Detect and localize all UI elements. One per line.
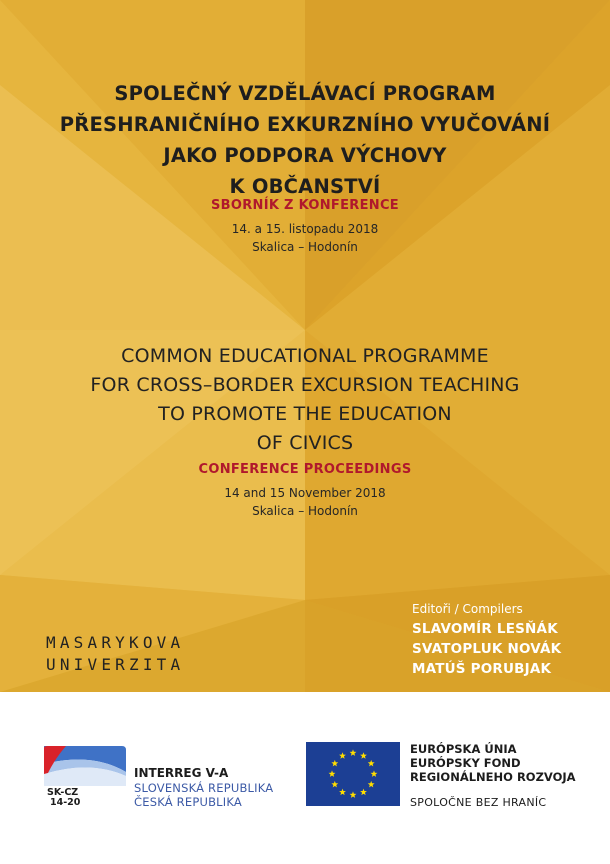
czech-date-place	[0, 220, 610, 256]
eu-line-1: EURÓPSKA ÚNIA	[410, 742, 517, 756]
eu-line-3: REGIONÁLNEHO ROZVOJA	[410, 770, 576, 784]
english-date-place	[0, 484, 610, 520]
editor-name-2: SVATOPLUK NOVÁK	[412, 641, 562, 657]
english-title-line-4: OF CIVICS	[256, 432, 354, 454]
english-subtitle: CONFERENCE PROCEEDINGS	[198, 462, 412, 477]
university-name-line-2: UNIVERZITA	[46, 655, 185, 674]
interreg-logo-icon	[42, 742, 128, 808]
czech-title-line-4: K OBČANSTVÍ	[229, 175, 381, 198]
eu-text	[410, 742, 576, 809]
czech-date: 14. a 15. listopadu 2018	[231, 222, 379, 236]
czech-title-line-2: PŘESHRANIČNÍHO EXKURZNÍHO VYUČOVÁNÍ	[59, 113, 551, 136]
czech-place: Skalica – Hodonín	[252, 240, 358, 254]
editors-label: Editoři / Compilers	[412, 602, 523, 616]
editor-name-1: SLAVOMÍR LESŇÁK	[412, 621, 558, 637]
czech-title-line-1: SPOLEČNÝ VZDĚLÁVACÍ PROGRAM	[114, 82, 496, 105]
english-title-line-3: TO PROMOTE THE EDUCATION	[158, 403, 452, 425]
university-name-line-1: MASARYKOVA	[46, 633, 185, 652]
interreg-text	[134, 766, 273, 809]
eu-slogan: SPOLOČNE BEZ HRANÍC	[410, 796, 547, 809]
interreg-logo-period: 14-20	[50, 797, 81, 808]
english-title-line-2: FOR CROSS–BORDER EXCURSION TEACHING	[90, 374, 520, 396]
czech-subtitle: SBORNÍK Z KONFERENCE	[211, 198, 399, 213]
editor-name-3: MATÚŠ PORUBJAK	[412, 661, 552, 677]
university-logo	[46, 632, 184, 676]
interreg-name: INTERREG V-A	[134, 766, 229, 780]
editors-block	[412, 602, 602, 679]
interreg-country-2: ČESKÁ REPUBLIKA	[134, 795, 242, 809]
eu-flag-icon	[306, 742, 400, 806]
interreg-country-1: SLOVENSKÁ REPUBLIKA	[134, 781, 274, 795]
english-date: 14 and 15 November 2018	[224, 486, 386, 500]
english-title	[0, 342, 610, 458]
czech-title-line-3: JAKO PODPORA VÝCHOVY	[163, 144, 447, 167]
czech-title	[0, 78, 610, 202]
eu-line-2: EURÓPSKY FOND	[410, 756, 521, 770]
english-place: Skalica – Hodonín	[252, 504, 358, 518]
footer-logos	[0, 692, 610, 864]
interreg-logo-code: SK-CZ	[47, 787, 79, 798]
english-title-line-1: COMMON EDUCATIONAL PROGRAMME	[121, 345, 489, 367]
